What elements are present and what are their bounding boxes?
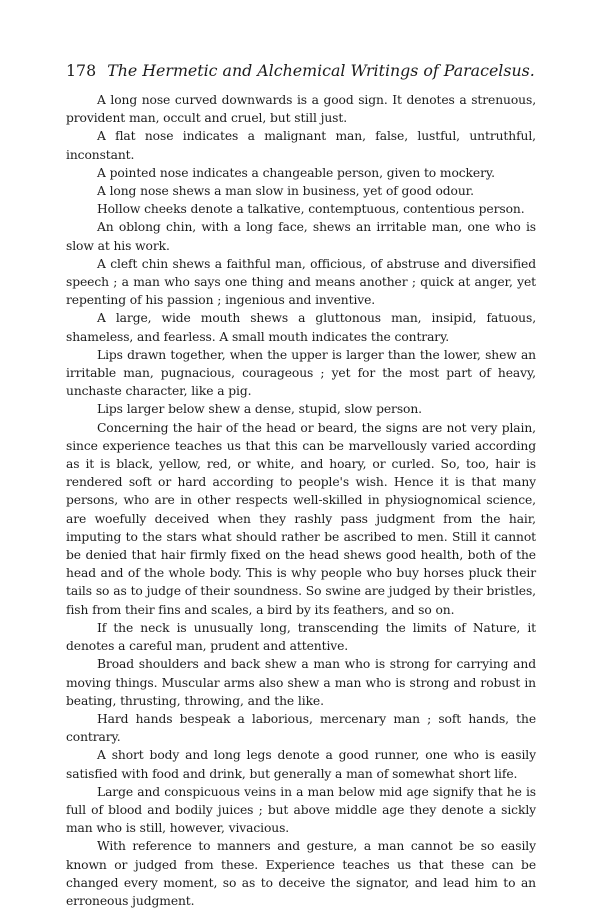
body-text	[66, 91, 536, 910]
paragraph: Hard hands bespeak a laborious, mercenary man ; soft hands, the contrary.	[66, 711, 536, 745]
paragraph: Hollow cheeks denote a talkative, contemptuous, contentious person.	[97, 202, 525, 217]
paragraph: Lips larger below shew a dense, stupid, slow person.	[97, 402, 422, 417]
paragraph: Lips drawn together, when the upper is larger than the lower, shew an irritable man, pugnacious, courageous ; yet for the most part of heavy, unchaste character, like a pig.	[66, 347, 536, 399]
paragraph: A pointed nose indicates a changeable person, given to mockery.	[97, 165, 495, 180]
running-head	[66, 60, 535, 82]
paragraph: A flat nose indicates a malignant man, false, lustful, untruthful, inconstant.	[66, 129, 536, 162]
paragraph: A short body and long legs denote a good runner, one who is easily satisfied with food and drink, but generally a man of somewhat short life.	[66, 748, 536, 781]
paragraph: Broad shoulders and back shew a man who is strong for carrying and moving things. Muscular arms also shew a man who is strong and robust in beating, thrusting, throwing, and the like.	[66, 657, 536, 708]
paragraph: A long nose shews a man slow in business, yet of good odour.	[97, 184, 474, 199]
paragraph: Concerning the hair of the head or beard, the signs are not very plain, since experience teaches us that this can be marvellously varied according as it is black, yellow, red, or white, and hoary, or curled. So, too, hair is rendered soft or hard according to people's wish. Hence it is that many persons, who are in other respects well-skilled in physiognomical science, are woefully deceived when they rashly pass judgment from the hair, imputing to the stars what should rather be ascribed to men. Still it cannot be denied that hair firmly fixed on the head shews good health, both of the head and of the whole body. This is why people who buy horses pluck their tails so as to judge of their soundness. So swine are judged by their bristles, fish from their fins and scales, a bird by its feathers, and so on.	[66, 420, 536, 617]
paragraph: With reference to manners and gesture, a man cannot be so easily known or judged from these. Experience teaches us that these can be changed every moment, so as to deceive the signator, and lead him to an erroneous judgment.	[66, 839, 536, 908]
paragraph: If the neck is unusually long, transcending the limits of Nature, it denotes a careful man, prudent and attentive.	[66, 620, 536, 654]
running-title: The Hermetic and Alchemical Writings of Paracelsus.	[107, 61, 535, 80]
paragraph: A large, wide mouth shews a gluttonous man, insipid, fatuous, shameless, and fearless. A small mouth indicates the contrary.	[66, 311, 536, 344]
paragraph: An oblong chin, with a long face, shews an irritable man, one who is slow at his work.	[66, 220, 536, 253]
paragraph: A cleft chin shews a faithful man, officious, of abstruse and diversified speech ; a man who says one thing and means another ; quick at anger, yet repenting of his passion ; ingenious and inventive.	[66, 256, 536, 308]
paragraph: A long nose curved downwards is a good sign. It denotes a strenuous, provident man, occult and cruel, but still just.	[66, 93, 536, 126]
page-number: 178	[66, 61, 97, 80]
paragraph: Large and conspicuous veins in a man below mid age signify that he is full of blood and bodily juices ; but above middle age they denote a sickly man who is still, however, vivacious.	[66, 784, 536, 836]
